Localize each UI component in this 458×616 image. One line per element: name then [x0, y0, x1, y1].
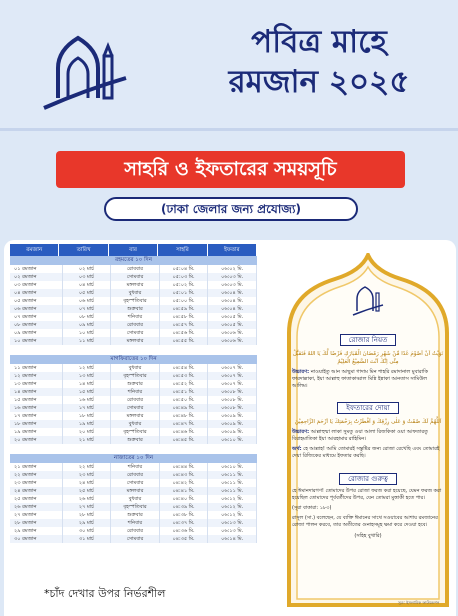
section-gap — [10, 444, 257, 454]
table-cell: ০৬:০৮ মি. — [208, 396, 257, 404]
table-cell: ০৬:০৯ মি. — [208, 428, 257, 436]
table-cell: ১৬ রমজান — [10, 404, 63, 412]
table-row — [10, 372, 257, 380]
table-cell: রোববার — [111, 321, 160, 329]
table-cell: ০৬:০৫ মি. — [208, 321, 257, 329]
table-cell: ১৮ মার্চ — [63, 412, 112, 420]
table-cell: ০৫:০২ মি. — [160, 281, 209, 289]
table-cell: ০৬:০৭ মি. — [208, 364, 257, 372]
table-cell: ০৬:১০ মি. — [208, 463, 257, 471]
district-subtitle: (ঢাকা জেলার জন্য প্রযোজ্য) — [104, 197, 358, 221]
table-cell: ০৪:৪৮ মি. — [160, 412, 209, 420]
table-cell: ০৭ মার্চ — [63, 305, 112, 313]
table-cell: ১৬ মার্চ — [63, 396, 112, 404]
table-cell: ২৩ মার্চ — [63, 471, 112, 479]
table-cell: ০৪:৩৯ মি. — [160, 503, 209, 511]
table-row — [10, 297, 257, 305]
iftar-pronunciation: উচ্চারণ: আল্লাহুম্মা লাকা সুমতু ওয়া আলা রিজকিকা ওয়া আফতারতু বিরাহমাতিকা ইয়া আরহামার রাহিমিন। — [292, 429, 428, 442]
table-cell: ০৫:০৩ মি. — [160, 273, 209, 281]
table-row — [10, 281, 257, 289]
table-section-rows — [10, 364, 257, 444]
table-cell: শনিবার — [111, 313, 160, 321]
table-cell: মঙ্গলবার — [111, 412, 160, 420]
schedule-banner: সাহরি ও ইফতারের সময়সূচি — [56, 151, 405, 188]
table-cell: ০৬:০২ মি. — [208, 265, 257, 273]
table-cell: বৃহস্পতিবার — [111, 372, 160, 380]
table-cell: সোমবার — [111, 535, 160, 543]
table-cell: রোববার — [111, 265, 160, 273]
table-cell: ০৫ মার্চ — [63, 289, 112, 297]
table-cell: ২০ মার্চ — [63, 428, 112, 436]
table-cell: ০৪:৪৩ মি. — [160, 471, 209, 479]
iftar-title: ইফতারের দোয়া — [337, 402, 398, 414]
table-cell: ২৯ মার্চ — [63, 519, 112, 527]
title-line-2: রমজান ২০২৫ — [228, 64, 410, 100]
table-row — [10, 535, 257, 543]
niyat-title: রোজার নিয়ত — [340, 334, 397, 346]
table-cell: ০৬:০৯ মি. — [208, 420, 257, 428]
table-cell: সোমবার — [111, 273, 160, 281]
table-cell: ০৫:০০ মি. — [160, 297, 209, 305]
col-iftar: ইফতার — [208, 244, 257, 256]
table-row — [10, 495, 257, 503]
table-cell: ০৬:১৪ মি. — [208, 535, 257, 543]
table-cell: ০৩ রমজান — [10, 281, 63, 289]
table-row — [10, 519, 257, 527]
table-cell: ০৬:০৩ মি. — [208, 281, 257, 289]
table-cell: শনিবার — [111, 519, 160, 527]
page-title — [185, 22, 453, 102]
table-cell: ০১ রমজান — [10, 265, 63, 273]
table-cell: ২৭ রমজান — [10, 511, 63, 519]
table-cell: ২৮ রমজান — [10, 519, 63, 527]
table-cell: ০৬ রমজান — [10, 305, 63, 313]
table-cell: ২৭ মার্চ — [63, 503, 112, 511]
table-row — [10, 487, 257, 495]
niyat-pronunciation: উচ্চারণ: নাওয়াইতু আন আছুমা গাদাম মিন শাহরি রমাদানাল মুবারাকি ফারদাল্লাকা, ইয়া আল্লাহু ফাতাকাব্বাল মিন্নি ইন্নাকা আনতাস সামিউল আলিম। — [292, 369, 428, 389]
table-cell: ০৬:০৭ মি. — [208, 372, 257, 380]
table-cell: ০৬ মার্চ — [63, 297, 112, 305]
table-cell: শনিবার — [111, 388, 160, 396]
table-row — [10, 380, 257, 388]
table-row — [10, 321, 257, 329]
table-row — [10, 420, 257, 428]
table-cell: ২৫ মার্চ — [63, 487, 112, 495]
table-cell: ০৬:০৬ মি. — [208, 329, 257, 337]
table-row — [10, 305, 257, 313]
table-row — [10, 479, 257, 487]
table-cell: ০৪:৪৯ মি. — [160, 404, 209, 412]
table-cell: ০৪:৫৩ মি. — [160, 372, 209, 380]
table-cell: ২৪ মার্চ — [63, 479, 112, 487]
table-row — [10, 412, 257, 420]
moon-sighting-note: *চাঁদ দেখার উপর নির্ভরশীল — [44, 587, 166, 600]
importance-text-1: হে ঈমানদারগণ! তোমাদের উপর রোজা ফরজ করা হয়েছে, যেমন ফরজ করা হয়েছিল তোমাদের পূর্ববর্তীদের উপর, যেন তোমরা মুত্তাকী হতে পার। — [292, 488, 442, 501]
table-cell: ০২ মার্চ — [63, 265, 112, 273]
table-cell: ০৪:৪৭ মি. — [160, 420, 209, 428]
table-cell: ০৪:৩৬ মি. — [160, 527, 209, 535]
header-divider — [0, 128, 458, 131]
table-row — [10, 436, 257, 444]
title-line-1: পবিত্র মাহে — [251, 24, 387, 60]
table-cell: ০৮ রমজান — [10, 321, 63, 329]
iftar-meaning: অর্থ: হে আল্লাহ! আমি তোমারই সন্তুষ্টির জন্য রোজা রেখেছি এবং তোমারই দেয়া রিজিকের মাধ্যমে ইফতার করছি। — [292, 446, 440, 459]
importance-text-2: রাসূল (সা.) বলেছেন, যে ব্যক্তি ঈমানের সাথে সওয়াবের আশায় রমজানের রোজা পালন করবে, তার অতীতের গুনাহসমূহ ক্ষমা করে দেওয়া হবে। — [292, 515, 438, 528]
table-cell: ২৮ মার্চ — [63, 511, 112, 519]
importance-ref-2: (সহিহ বুখারি) — [354, 533, 382, 539]
table-cell: ০৪:৫২ মি. — [160, 380, 209, 388]
table-cell: ০৫:০১ মি. — [160, 289, 209, 297]
table-cell: মঙ্গলবার — [111, 281, 160, 289]
table-cell: ১৯ রমজান — [10, 428, 63, 436]
table-cell: ০৬:০৪ মি. — [208, 289, 257, 297]
table-row — [10, 313, 257, 321]
table-cell: রোববার — [111, 527, 160, 535]
table-cell: ০৬:১১ মি. — [208, 487, 257, 495]
table-cell: ০৪:৫৪ মি. — [160, 364, 209, 372]
table-section-heading: মাগফিরাতের ১০ দিন — [10, 355, 257, 364]
table-cell: ১৪ রমজান — [10, 388, 63, 396]
table-row — [10, 428, 257, 436]
table-cell: ১৩ রমজান — [10, 380, 63, 388]
table-cell: ০৩ মার্চ — [63, 273, 112, 281]
table-cell: ২৩ রমজান — [10, 479, 63, 487]
niyat-arabic: نَوَيْتُ اَنْ اَصُوْمَ غَدًا مِّنْ شَهْرِ رَمْضَانَ الْمُبَارَكِ فَرْضًا لَّكَ يَا اللهُ فَتَقَبَّلْ مِنِّى اِنَّكَ اَنْتَ السَّمِيْعُ الْعَلِيْمُ — [292, 351, 444, 365]
table-cell: ০৫ রমজান — [10, 297, 63, 305]
table-cell: ০৮ মার্চ — [63, 313, 112, 321]
table-cell: শুক্রবার — [111, 436, 160, 444]
table-cell: ০৪:৪৬ মি. — [160, 428, 209, 436]
col-ramadan: রমজান — [10, 244, 59, 256]
table-header — [10, 244, 257, 256]
table-cell: ১২ মার্চ — [63, 364, 112, 372]
iftar-arabic: اَللَّهُمَّ لَكَ صُمْتُ وَ عَلٰى رِزْقِكَ وَ اَفْطَرْتُ بِرَحْمَتِكَ يَا اَرْحَمَ الرَّاحِمِيْنَ — [294, 419, 442, 425]
table-cell: ০৪:৫৯ মি. — [160, 305, 209, 313]
table-cell: সোমবার — [111, 404, 160, 412]
table-row — [10, 364, 257, 372]
table-cell: ২২ রমজান — [10, 471, 63, 479]
table-cell: ০৬:০৬ মি. — [208, 337, 257, 345]
table-row — [10, 396, 257, 404]
table-cell: রোববার — [111, 471, 160, 479]
table-cell: শুক্রবার — [111, 380, 160, 388]
table-cell: ২১ মার্চ — [63, 436, 112, 444]
table-cell: ১৯ মার্চ — [63, 420, 112, 428]
table-cell: ১২ রমজান — [10, 372, 63, 380]
table-cell: ১৫ মার্চ — [63, 388, 112, 396]
table-cell: ১৩ মার্চ — [63, 372, 112, 380]
table-cell: ০৬:১৩ মি. — [208, 519, 257, 527]
table-cell: বৃহস্পতিবার — [111, 428, 160, 436]
table-cell: ১৭ রমজান — [10, 412, 63, 420]
table-row — [10, 471, 257, 479]
table-cell: ০৪:৪১ মি. — [160, 487, 209, 495]
table-cell: ০৬:০৮ মি. — [208, 404, 257, 412]
table-cell: বৃহস্পতিবার — [111, 297, 160, 305]
table-cell: শনিবার — [111, 463, 160, 471]
table-cell: ০৬:১৩ মি. — [208, 527, 257, 535]
table-cell: ১৮ রমজান — [10, 420, 63, 428]
table-cell: ০৫:০৪ মি. — [160, 265, 209, 273]
table-cell: ২০ রমজান — [10, 436, 63, 444]
table-cell: ০৬:১১ মি. — [208, 471, 257, 479]
table-cell: ০৪:৫৫ মি. — [160, 337, 209, 345]
table-cell: ০৪:৩৮ মি. — [160, 511, 209, 519]
table-cell: ৩১ মার্চ — [63, 535, 112, 543]
table-cell: ০৬:০৪ মি. — [208, 297, 257, 305]
table-cell: ০৪:৩৭ মি. — [160, 519, 209, 527]
table-cell: ০৪ রমজান — [10, 289, 63, 297]
table-cell: ০৪ মার্চ — [63, 281, 112, 289]
importance-title: রোজার গুরুত্ব — [339, 473, 397, 485]
table-cell: ০৬:১০ মি. — [208, 436, 257, 444]
table-cell: ১০ মার্চ — [63, 329, 112, 337]
table-cell: সোমবার — [111, 479, 160, 487]
dua-panel — [292, 327, 444, 540]
table-cell: ২৪ রমজান — [10, 487, 63, 495]
table-row — [10, 388, 257, 396]
table-section-rows — [10, 463, 257, 543]
table-cell: ০৪:৩৫ মি. — [160, 535, 209, 543]
table-cell: ০৬:০৭ মি. — [208, 380, 257, 388]
table-cell: ০৯ মার্চ — [63, 321, 112, 329]
table-row — [10, 273, 257, 281]
table-cell: ১১ মার্চ — [63, 337, 112, 345]
table-cell: ১০ রমজান — [10, 337, 63, 345]
table-cell: বুধবার — [111, 420, 160, 428]
table-cell: ০৬:০৩ মি. — [208, 273, 257, 281]
table-cell: ১৭ মার্চ — [63, 404, 112, 412]
table-row — [10, 289, 257, 297]
table-cell: বুধবার — [111, 364, 160, 372]
table-cell: সোমবার — [111, 329, 160, 337]
table-cell: ৩০ রমজান — [10, 535, 63, 543]
table-cell: ০৬:১২ মি. — [208, 495, 257, 503]
table-cell: ১১ রমজান — [10, 364, 63, 372]
table-cell: ২৬ রমজান — [10, 503, 63, 511]
table-cell: ২৫ রমজান — [10, 495, 63, 503]
table-cell: ০৬:০৫ মি. — [208, 313, 257, 321]
table-cell: ০৯ রমজান — [10, 329, 63, 337]
col-sehri: সাহরি — [158, 244, 207, 256]
mosque-icon — [40, 28, 130, 112]
table-cell: ০৪:৪০ মি. — [160, 495, 209, 503]
table-cell: ১৪ মার্চ — [63, 380, 112, 388]
table-section-rows — [10, 265, 257, 345]
table-cell: শুক্রবার — [111, 511, 160, 519]
table-cell: ০৬:১১ মি. — [208, 479, 257, 487]
table-cell: ২২ মার্চ — [63, 463, 112, 471]
table-cell: ২৬ মার্চ — [63, 495, 112, 503]
table-cell: মঙ্গলবার — [111, 337, 160, 345]
table-cell: ১৫ রমজান — [10, 396, 63, 404]
table-cell: ০৬:০৪ মি. — [208, 305, 257, 313]
table-cell: ০৪:৫০ মি. — [160, 396, 209, 404]
table-row — [10, 503, 257, 511]
source-note: সূত্র: ইসলামিক ফাউন্ডেশন — [398, 600, 440, 605]
table-cell: ২৯ রমজান — [10, 527, 63, 535]
table-section-heading: নাজাতের ১০ দিন — [10, 454, 257, 463]
table-row — [10, 337, 257, 345]
table-cell: মঙ্গলবার — [111, 487, 160, 495]
table-cell: ০৬:০৯ মি. — [208, 412, 257, 420]
table-cell: ০৬:০৮ মি. — [208, 388, 257, 396]
col-date: তারিখ — [59, 244, 108, 256]
header-area — [0, 0, 458, 128]
table-cell: ২১ রমজান — [10, 463, 63, 471]
table-cell: ০৪:৪৫ মি. — [160, 436, 209, 444]
table-cell: ০৪:৪২ মি. — [160, 479, 209, 487]
col-day: বার — [109, 244, 158, 256]
table-cell: শুক্রবার — [111, 305, 160, 313]
table-cell: ০২ রমজান — [10, 273, 63, 281]
section-gap — [10, 345, 257, 355]
table-row — [10, 463, 257, 471]
table-cell: ০৪:৫৮ মি. — [160, 313, 209, 321]
table-cell: ৩০ মার্চ — [63, 527, 112, 535]
table-cell: ০৬:১২ মি. — [208, 511, 257, 519]
table-cell: বৃহস্পতিবার — [111, 503, 160, 511]
table-row — [10, 404, 257, 412]
importance-ref-1: (সূরা বাকারা: ১৮৩) — [292, 505, 332, 511]
table-cell: ০৭ রমজান — [10, 313, 63, 321]
table-section-heading: রহমতের ১০ দিন — [10, 256, 257, 265]
timetable — [10, 244, 257, 543]
table-cell: রোববার — [111, 396, 160, 404]
table-row — [10, 527, 257, 535]
table-cell: বুধবার — [111, 289, 160, 297]
table-cell: বুধবার — [111, 495, 160, 503]
table-row — [10, 265, 257, 273]
table-row — [10, 511, 257, 519]
table-cell: ০৪:৪৪ মি. — [160, 463, 209, 471]
table-cell: ০৪:৫১ মি. — [160, 388, 209, 396]
table-cell: ০৪:৫৬ মি. — [160, 329, 209, 337]
table-cell: ০৪:৫৭ মি. — [160, 321, 209, 329]
table-cell: ০৬:১২ মি. — [208, 503, 257, 511]
table-row — [10, 329, 257, 337]
